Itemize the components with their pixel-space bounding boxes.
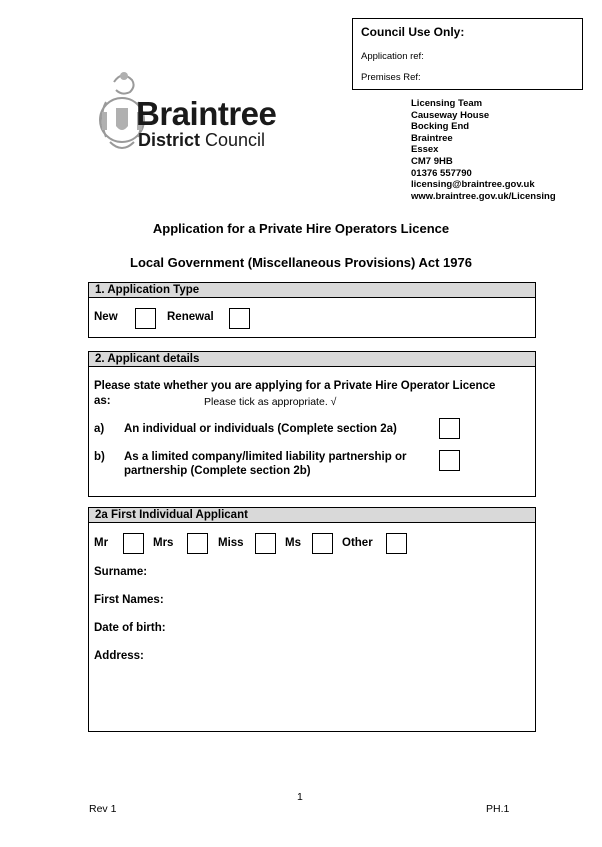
title-other-label: Other xyxy=(342,537,373,549)
page-number: 1 xyxy=(297,791,303,803)
page-subtitle: Local Government (Miscellaneous Provisions) Act 1976 xyxy=(130,255,472,270)
page-title: Application for a Private Hire Operators Licence xyxy=(152,221,450,236)
braintree-logo xyxy=(92,62,282,157)
new-label: New xyxy=(94,311,118,323)
title-miss-checkbox[interactable] xyxy=(255,533,276,554)
application-ref-label: Application ref: xyxy=(361,51,424,62)
premises-ref-label: Premises Ref: xyxy=(361,72,421,83)
section-applicant-details xyxy=(88,351,536,497)
title-other-checkbox[interactable] xyxy=(386,533,407,554)
logo-district-council xyxy=(138,130,265,150)
council-use-box xyxy=(352,18,583,90)
title-mr-checkbox[interactable] xyxy=(123,533,144,554)
address-line: Causeway House xyxy=(411,109,490,121)
document-code: PH.1 xyxy=(486,803,510,815)
revision-label: Rev 1 xyxy=(89,803,117,815)
title-mrs-checkbox[interactable] xyxy=(187,533,208,554)
address-block xyxy=(411,98,556,202)
title-ms-label: Ms xyxy=(285,537,301,549)
address-website: www.braintree.gov.uk/Licensing xyxy=(411,190,556,202)
title-mrs-label: Mrs xyxy=(153,537,174,549)
address-line: Licensing Team xyxy=(411,98,483,109)
logo-council-text: Council xyxy=(200,130,266,150)
new-checkbox[interactable] xyxy=(135,308,156,329)
section-1-header: 1. Application Type xyxy=(89,283,535,298)
section-2-header: 2. Applicant details xyxy=(89,352,535,367)
option-a-text: An individual or individuals (Complete section 2a) xyxy=(124,423,397,435)
title-mr-label: Mr xyxy=(94,537,109,549)
section-application-type xyxy=(88,282,536,338)
address-email: licensing@braintree.gov.uk xyxy=(411,179,535,191)
logo-braintree-text: Braintree xyxy=(136,95,277,132)
title-miss-label: Miss xyxy=(218,537,244,549)
address-line: Essex xyxy=(411,144,439,156)
council-use-title: Council Use Only: xyxy=(361,25,465,39)
logo-district-text: District xyxy=(138,130,201,150)
title-ms-checkbox[interactable] xyxy=(312,533,333,554)
option-b-text-line2: partnership (Complete section 2b) xyxy=(124,465,311,477)
option-b-letter: b) xyxy=(94,451,105,463)
address-line: Bocking End xyxy=(411,121,470,133)
section-first-individual-applicant xyxy=(88,507,536,732)
option-b-text-line1: As a limited company/limited liability partnership or xyxy=(124,451,407,463)
date-of-birth-label: Date of birth: xyxy=(94,622,166,634)
renewal-label: Renewal xyxy=(167,311,214,323)
renewal-checkbox[interactable] xyxy=(229,308,250,329)
option-a-letter: a) xyxy=(94,423,105,435)
individual-checkbox[interactable] xyxy=(439,418,460,439)
first-names-label: First Names: xyxy=(94,594,164,606)
company-checkbox[interactable] xyxy=(439,450,460,471)
address-line: Braintree xyxy=(411,132,453,144)
address-line: 01376 557790 xyxy=(411,167,472,179)
applicant-question-as: as: xyxy=(94,395,111,407)
surname-label: Surname: xyxy=(94,566,148,578)
address-label: Address: xyxy=(94,650,144,662)
tick-note: Please tick as appropriate. √ xyxy=(204,396,337,408)
address-line: CM7 9HB xyxy=(411,155,453,167)
section-2a-header: 2a First Individual Applicant xyxy=(89,508,535,523)
applicant-question: Please state whether you are applying for a Private Hire Operator Licence xyxy=(94,380,496,392)
